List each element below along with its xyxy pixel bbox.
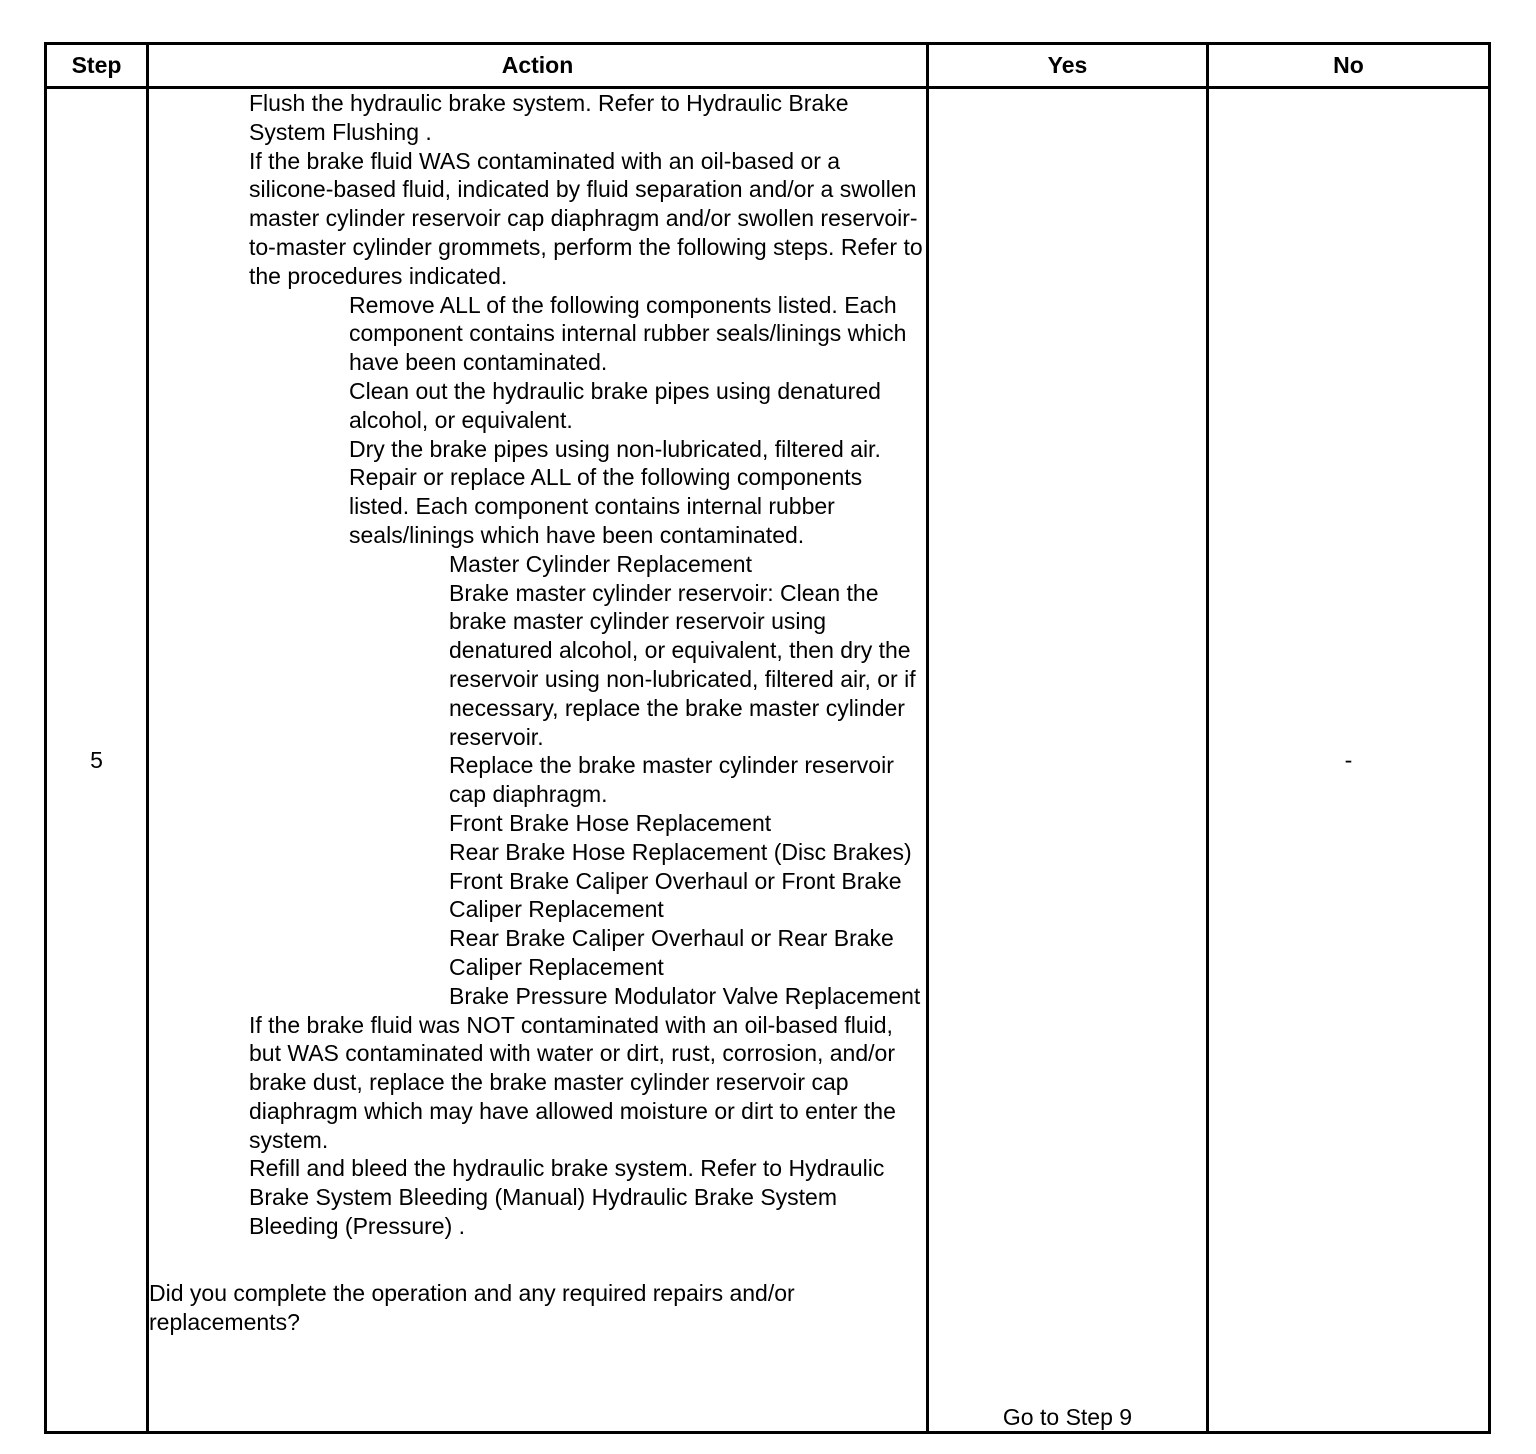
- list-item: Rear Brake Hose Replacement (Disc Brakes): [449, 838, 912, 865]
- action-water-contamination-instruction: If the brake fluid was NOT contaminated with an oil-based fluid, but WAS contaminated with water or dirt, rust, corrosion, and/or brake dust, replace the brake master cylinder reservoir cap diaphragm which may have allowed moisture or dirt to enter the system.: [249, 1011, 896, 1153]
- list-item: Replace the brake master cylinder reservoir cap diaphragm.: [449, 752, 894, 808]
- no-result: -: [1208, 88, 1490, 1433]
- action-steps-list: [149, 291, 926, 550]
- action-contamination-condition: If the brake fluid WAS contaminated with an oil-based or a silicone-based fluid, indicated by fluid separation and/or a swollen master cylinder reservoir cap diaphragm and/or swollen reservoir-to-master cylinder grommets, perform the following steps. Refer to the procedures indicated.: [249, 147, 923, 289]
- step-number: 5: [46, 88, 148, 1433]
- header-no: No: [1208, 44, 1490, 88]
- list-item: Dry the brake pipes using non-lubricated, filtered air.: [349, 435, 881, 462]
- list-item: Brake master cylinder reservoir: Clean the brake master cylinder reservoir using denatured alcohol, or equivalent, then dry the reservoir using non-lubricated, filtered air, or if necessary, replace the brake master cylinder reservoir.: [449, 579, 916, 750]
- list-item: Remove ALL of the following components listed. Each component contains internal rubber seals/linings which have been contaminated.: [349, 291, 907, 376]
- action-question: Did you complete the operation and any required repairs and/or replacements?: [149, 1279, 795, 1335]
- action-cell: [148, 88, 928, 1433]
- header-yes: Yes: [928, 44, 1208, 88]
- header-step: Step: [46, 44, 148, 88]
- list-item: Brake Pressure Modulator Valve Replacement: [449, 982, 921, 1009]
- header-action: Action: [148, 44, 928, 88]
- action-components-list: [149, 550, 926, 1011]
- table-row: [46, 88, 1490, 1433]
- table-header-row: [46, 44, 1490, 88]
- diagnostic-table: [44, 42, 1491, 1434]
- list-item: Front Brake Hose Replacement: [449, 809, 772, 836]
- list-item: Front Brake Caliper Overhaul or Front Brake Caliper Replacement: [449, 867, 902, 923]
- list-item: Rear Brake Caliper Overhaul or Rear Brake Caliper Replacement: [449, 925, 894, 980]
- yes-result: Go to Step 9: [928, 88, 1208, 1433]
- spacer: [149, 1241, 926, 1279]
- list-item: Master Cylinder Replacement: [449, 550, 752, 577]
- list-item: Repair or replace ALL of the following components listed. Each component contains internal rubber seals/linings which have been contaminated.: [349, 464, 863, 548]
- list-item: Clean out the hydraulic brake pipes using denatured alcohol, or equivalent.: [349, 377, 881, 433]
- action-bleed-instruction: Refill and bleed the hydraulic brake system. Refer to Hydraulic Brake System Bleeding (Manual) Hydraulic Brake System Bleeding (Pressure) .: [249, 1155, 885, 1240]
- action-flush-instruction: Flush the hydraulic brake system. Refer to Hydraulic Brake System Flushing .: [249, 90, 849, 145]
